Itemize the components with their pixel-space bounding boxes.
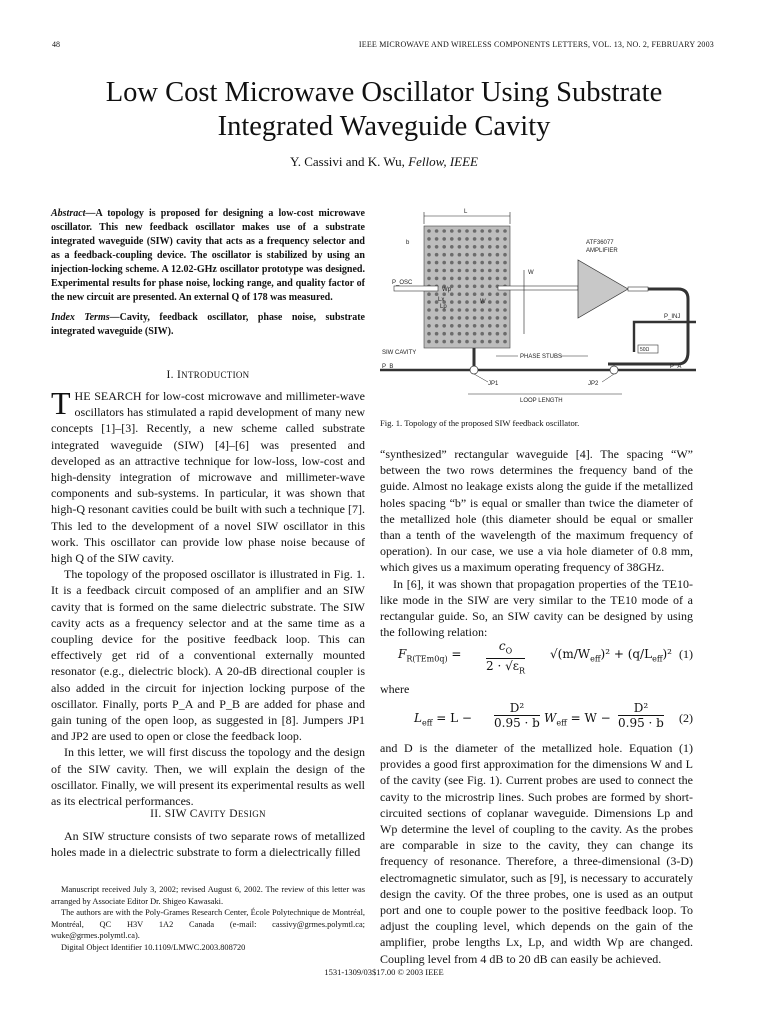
title-line-1: Low Cost Microwave Oscillator Using Substrate (105, 77, 663, 108)
via-hole (435, 269, 439, 273)
section-1-p1-text: for low-cost microwave and millimeter-wave oscillators has stimulated a rapid development of many new concepts [1]–[3]. Recently, a new scheme called substrate integrated waveguide (SIW) [4]–[6] was presented and developed as an attractive technique for low-loss, low-cost and high-density integration of microwave and millimeter-wave components and sub-systems. In particular, it was shown that high-Q resonant cavities could be built with such a technique [7]. This led to the development of a novel SIW oscillator in this work. This oscillator can provide low phase noise because of high Q of the SIW cavity. (51, 389, 366, 566)
section-1-numeral: I. (166, 369, 174, 381)
eq2-w-sub: eff (556, 718, 567, 728)
via-hole (496, 261, 500, 265)
eq1-rhs (550, 647, 672, 663)
label-jp2: JP2 (588, 381, 599, 387)
via-hole (496, 253, 500, 257)
section-2-body (51, 828, 365, 860)
via-hole (480, 332, 484, 336)
via-hole (458, 253, 462, 257)
eq1-rhs-sub-c: eff (652, 654, 663, 664)
eq2-right (544, 711, 611, 727)
via-hole (488, 292, 492, 296)
via-hole (503, 253, 507, 257)
via-hole (458, 229, 462, 233)
via-hole (488, 245, 492, 249)
via-hole (442, 324, 446, 328)
via-hole (465, 292, 469, 296)
eq2-number: (2) (679, 711, 693, 725)
eq1-fraction (486, 639, 525, 679)
eq2-den-1: 0.95 · b (494, 716, 540, 730)
footnote-doi: Digital Object Identifier 10.1109/LMWC.2003.808720 (61, 942, 246, 952)
via-hole (473, 332, 477, 336)
via-hole (450, 316, 454, 320)
via-hole (488, 324, 492, 328)
label-amp-part: ATF36077 (586, 240, 614, 246)
section-1-paragraph-1 (51, 385, 366, 566)
via-hole (450, 229, 454, 233)
eq1-number: (1) (679, 647, 693, 661)
via-hole (496, 269, 500, 273)
via-hole (488, 300, 492, 304)
index-terms-text: Cavity, feedback oscillator, phase noise, substrate integrated waveguide (SIW). (51, 312, 365, 338)
via-hole (435, 292, 439, 296)
section-2-initial: C (189, 808, 198, 820)
label-jp1: JP1 (488, 381, 499, 387)
via-hole (503, 229, 507, 233)
via-hole (465, 277, 469, 281)
via-hole (435, 332, 439, 336)
via-hole (465, 261, 469, 265)
label-phase-stubs: PHASE STUBS (520, 354, 563, 360)
jp1-leader (474, 374, 488, 382)
via-hole (458, 292, 462, 296)
eq1-den-text: 2 · √ε (486, 659, 519, 674)
via-hole (473, 229, 477, 233)
via-hole (488, 285, 492, 289)
via-hole (435, 229, 439, 233)
abstract (51, 207, 365, 305)
via-hole (488, 237, 492, 241)
via-hole (458, 269, 462, 273)
via-hole (450, 308, 454, 312)
eq2-left (414, 711, 472, 727)
via-hole (450, 253, 454, 257)
via-hole (503, 300, 507, 304)
via-hole (435, 324, 439, 328)
label-w: W (480, 299, 486, 305)
via-hole (442, 269, 446, 273)
equation-1 (380, 637, 693, 677)
eq1-denominator (486, 659, 525, 678)
via-hole (435, 253, 439, 257)
via-hole (480, 253, 484, 257)
via-hole (503, 269, 507, 273)
label-loop-length: LOOP LENGTH (520, 398, 563, 404)
right-column-body (380, 446, 693, 640)
via-hole (465, 308, 469, 312)
label-siw-cavity: SIW CAVITY (382, 350, 417, 356)
via-hole (427, 316, 431, 320)
via-hole (442, 261, 446, 265)
via-hole (427, 324, 431, 328)
where-text (380, 681, 693, 697)
via-hole (458, 340, 462, 344)
via-hole (465, 229, 469, 233)
via-hole (496, 300, 500, 304)
via-hole (480, 277, 484, 281)
index-terms-label: Index Terms— (51, 312, 120, 324)
via-hole (442, 253, 446, 257)
section-2-paragraph-1: An SIW structure consists of two separate rows of metallized holes made in a dielectric substrate to form a dielectrically filled (51, 829, 365, 860)
drop-cap: T (51, 385, 71, 421)
via-hole (465, 269, 469, 273)
via-hole (465, 332, 469, 336)
amplifier-symbol (578, 260, 628, 318)
via-hole (427, 261, 431, 265)
eq2-l-sub: eff (421, 718, 433, 728)
section-2-title-rest-2: ESIGN (237, 809, 266, 819)
via-hole (458, 324, 462, 328)
eq1-lhs: F (398, 647, 407, 661)
via-hole (473, 292, 477, 296)
eq1-equals: = (451, 647, 462, 661)
via-hole (427, 332, 431, 336)
via-hole (480, 324, 484, 328)
amp-output-line (628, 287, 648, 291)
label-p-b: P_B (382, 364, 394, 370)
via-hole (480, 261, 484, 265)
eq1-rhs-sub-a: eff (590, 654, 601, 664)
right-paragraph-2: In [6], it was shown that propagation properties of the TE10-like mode in the SIW are very similar to the TE10 mode of a rectangular guide. So, an SIW cavity can be designed by using the following relation: (380, 576, 693, 640)
via-hole (442, 245, 446, 249)
section-1-paragraph-3: In this letter, we will first discuss the topology and the design of the SIW cavity. Then, we will explain the design of the oscillator. Finally, we will present its experimental results as well as its electrical performances. (51, 745, 365, 809)
abstract-block (51, 207, 365, 339)
eq2-den-2: 0.95 · b (618, 716, 664, 730)
via-hole (480, 292, 484, 296)
jp2-leader (602, 374, 614, 382)
label-b: b (406, 240, 410, 246)
index-terms (51, 311, 365, 339)
via-hole (473, 237, 477, 241)
figure-1 (378, 204, 698, 414)
via-hole (496, 340, 500, 344)
via-hole (427, 229, 431, 233)
via-hole (442, 277, 446, 281)
via-hole (450, 324, 454, 328)
paper-title (40, 76, 728, 144)
right-column-body-2 (380, 740, 693, 967)
title-line-2: Integrated Waveguide Cavity (217, 111, 551, 142)
copyright-footer: 1531-1309/03$17.00 © 2003 IEEE (324, 967, 444, 977)
via-hole (503, 277, 507, 281)
eq1-numerator (486, 639, 525, 659)
via-hole (480, 316, 484, 320)
via-hole (427, 277, 431, 281)
cavity-to-amp-line (498, 286, 578, 290)
label-wp: Wp (442, 287, 451, 293)
abstract-label: Abstract— (51, 208, 96, 219)
via-hole (450, 261, 454, 265)
right-paragraph-1: “synthesized” rectangular waveguide [4]. The spacing “W” between the two rows determines the frequency band of the guide. Almost no leakage exists along the guide if the metallized holes spacing “b” is equal or smaller than twice the diameter of the metallized hole (this diameter should be equal or smaller than a tenth of the wavelength of the maximum frequency of operation). In our case, we use a via hole diameter of 0.8 mm, which gives us a maximum operating frequency of 38GHz. (380, 447, 693, 575)
via-hole (473, 261, 477, 265)
label-lp: Lp (440, 304, 447, 310)
via-hole (473, 277, 477, 281)
footnote-authors: The authors are with the Poly-Grames Research Center, École Polytechnique de Montréal, Montréal, QC H3V 1A2 Canada (e-mail: cassivy@grmes.polymtl.ca; wuke@grmes.polymtl.ca). (51, 908, 365, 941)
eq1-den-sub: R (518, 666, 525, 676)
via-hole (496, 292, 500, 296)
footnote-received: Manuscript received July 3, 2002; revised August 6, 2002. The review of this letter was arranged by Associate Editor Dr. Shigeo Kawasaki. (51, 885, 365, 906)
via-hole (473, 324, 477, 328)
where-word: where (380, 682, 410, 696)
eq2-num-1: D² (494, 701, 540, 716)
via-hole (488, 229, 492, 233)
via-hole (465, 253, 469, 257)
via-hole (465, 340, 469, 344)
via-hole (435, 237, 439, 241)
label-lx: Lx (438, 297, 445, 303)
via-hole (473, 340, 477, 344)
label-p-a: P_A (670, 364, 682, 370)
via-hole (427, 245, 431, 249)
via-hole (473, 316, 477, 320)
via-hole (435, 308, 439, 312)
section-2-title-word: SIW (164, 808, 187, 820)
via-hole (458, 237, 462, 241)
via-hole (496, 229, 500, 233)
eq1-rhs-d: )² (662, 647, 672, 661)
output-line (394, 286, 438, 291)
via-hole (480, 308, 484, 312)
via-hole (450, 237, 454, 241)
section-1-body (51, 385, 366, 809)
via-hole (480, 340, 484, 344)
via-hole (480, 237, 484, 241)
via-hole (496, 316, 500, 320)
via-hole (427, 253, 431, 257)
via-hole (488, 253, 492, 257)
eq1-num-c: c (498, 639, 506, 653)
eq2-fraction-2 (618, 701, 664, 730)
via-hole (488, 269, 492, 273)
via-hole (458, 300, 462, 304)
via-hole (496, 237, 500, 241)
via-hole (473, 245, 477, 249)
via-hole (488, 277, 492, 281)
via-hole (473, 285, 477, 289)
via-hole (473, 300, 477, 304)
via-hole (503, 332, 507, 336)
section-1-paragraph-2: The topology of the proposed oscillator is illustrated in Fig. 1. It is a feedback circuit composed of an amplifier and an SIW cavity that is formed on the same dielectric substrate. The SIW cavity acts as a frequency selector and at the same time as a coupling device for the positive feedback loop. This can effectively get rid of a conventional externally mounted resonator (e.g., dielectric block). A 20-dB directional coupler is also added in the circuit for injection locking purpose of the oscillator. Finally, ports P_A and P_B are added for phase and gain tuning of the open loop, as suggested in [8]. Jumpers JP1 and JP2 are used to open or close the feedback loop. (51, 567, 365, 744)
via-hole (488, 261, 492, 265)
via-hole (458, 285, 462, 289)
label-amp: AMPLIFIER (586, 248, 618, 254)
via-hole (427, 237, 431, 241)
eq1-num-sub: O (505, 646, 513, 656)
via-hole (488, 316, 492, 320)
via-hole (458, 277, 462, 281)
via-hole (480, 285, 484, 289)
eq1-rhs-a: √(m/W (550, 647, 591, 661)
eq2-l: L (414, 711, 422, 725)
section-1-heading (51, 369, 365, 381)
via-hole (473, 308, 477, 312)
via-hole (450, 245, 454, 249)
section-2-heading (51, 808, 365, 820)
via-hole (442, 316, 446, 320)
author-names: Y. Cassivi and K. Wu, (290, 154, 405, 169)
via-hole (503, 261, 507, 265)
via-hole (442, 340, 446, 344)
via-hole (450, 332, 454, 336)
section-2-numeral: II. (150, 808, 162, 820)
via-hole (442, 332, 446, 336)
via-hole (473, 269, 477, 273)
via-hole (427, 308, 431, 312)
jumper-jp1 (470, 366, 478, 374)
via-hole (442, 229, 446, 233)
via-hole (435, 277, 439, 281)
via-hole (450, 269, 454, 273)
via-hole (465, 245, 469, 249)
via-hole (503, 340, 507, 344)
via-hole (488, 332, 492, 336)
via-hole (488, 340, 492, 344)
via-hole (450, 340, 454, 344)
via-hole (458, 332, 462, 336)
via-hole (480, 245, 484, 249)
via-hole (427, 292, 431, 296)
via-hole (435, 261, 439, 265)
lead-in: HE SEARCH (74, 389, 142, 403)
eq2-num-2: D² (618, 701, 664, 716)
via-hole (465, 285, 469, 289)
figure-1-caption: Fig. 1. Topology of the proposed SIW feedback oscillator. (380, 418, 580, 428)
author-title: Fellow, IEEE (408, 154, 478, 169)
eq1-rhs-b: )² + (q/L (600, 647, 653, 661)
via-hole (450, 277, 454, 281)
via-hole (503, 292, 507, 296)
via-hole (496, 245, 500, 249)
equation-2 (380, 699, 693, 739)
section-1-initial: I (177, 369, 182, 381)
via-hole (427, 300, 431, 304)
via-hole (458, 245, 462, 249)
authors (40, 154, 728, 170)
via-hole (458, 316, 462, 320)
eq2-l-equals: = L − (436, 711, 472, 725)
right-paragraph-3: and D is the diameter of the metallized hole. Equation (1) provides a good first approximation for the dimensions W and L of the cavity (see Fig. 1). Current probes are used to connect the cavity to the microstrip lines. Such probes are formed by short-circuited sections of coplanar waveguide. Dimensions Lp and Wp determine the level of coupling to the cavity. As the probes are comparable in size to the cavity, they can change its frequency of resonance. Therefore, a three-dimensional (3-D) electromagnetic simulator, such as [9], is necessary to accurately design the cavity. Of the three probes, one is used as an output port and one to couple power to the positive feedback loop. To adjust the coupling level, which depends on the gain of the amplifier, probe lengths Lx, Lp, and width Wp are changed. Coupling level from 4 dB to 20 dB can easily be achieved. (380, 741, 693, 966)
eq2-w-equals: = W − (570, 711, 611, 725)
via-hole (435, 316, 439, 320)
label-p-osc: P_OSC (392, 280, 413, 286)
via-hole (503, 308, 507, 312)
via-hole (465, 237, 469, 241)
via-hole (458, 308, 462, 312)
via-hole (503, 237, 507, 241)
via-hole (488, 308, 492, 312)
via-hole (503, 245, 507, 249)
via-hole (503, 316, 507, 320)
equation-1-expression (398, 647, 461, 663)
section-1-title-rest: NTRODUCTION (181, 370, 250, 380)
eq2-fraction-1 (494, 701, 540, 730)
via-hole (435, 245, 439, 249)
via-hole (450, 300, 454, 304)
section-2-title-rest-1: AVITY (197, 809, 227, 819)
footnotes (51, 884, 365, 954)
via-hole (496, 332, 500, 336)
jumper-jp2 (610, 366, 618, 374)
via-hole (496, 324, 500, 328)
via-hole (480, 269, 484, 273)
label-50-ohm: 50Ω (640, 347, 650, 353)
eq1-lhs-sub: R(TEm0q) (406, 654, 448, 664)
via-hole (503, 324, 507, 328)
via-hole (465, 316, 469, 320)
via-hole (427, 269, 431, 273)
via-hole (435, 340, 439, 344)
section-2-initial-2: D (229, 808, 238, 820)
via-hole (496, 277, 500, 281)
abstract-text: A topology is proposed for designing a low-cost microwave oscillator. This new feedback oscillator makes use of a substrate integrated waveguide (SIW) cavity that acts as a frequency selector and as a feedback-coupling device. The oscillator is stabilized by using an injection-locking scheme. A 12.02-GHz oscillator prototype was designed. Experimental results for phase noise, locking range, and quality factor of the new circuit are presented. An external Q of 178 was measured. (51, 208, 365, 304)
label-w-outer: W (528, 270, 534, 276)
via-hole (427, 340, 431, 344)
via-hole (458, 261, 462, 265)
via-hole (442, 237, 446, 241)
label-l: L (464, 209, 468, 215)
via-hole (496, 308, 500, 312)
via-hole (465, 300, 469, 304)
via-hole (480, 229, 484, 233)
label-p-inj: P_INJ (664, 314, 681, 320)
running-head: IEEE MICROWAVE AND WIRELESS COMPONENTS LETTERS, VOL. 13, NO. 2, FEBRUARY 2003 (358, 40, 714, 49)
page-number: 48 (52, 40, 60, 49)
via-hole (465, 324, 469, 328)
via-hole (473, 253, 477, 257)
eq2-w: W (544, 711, 557, 725)
